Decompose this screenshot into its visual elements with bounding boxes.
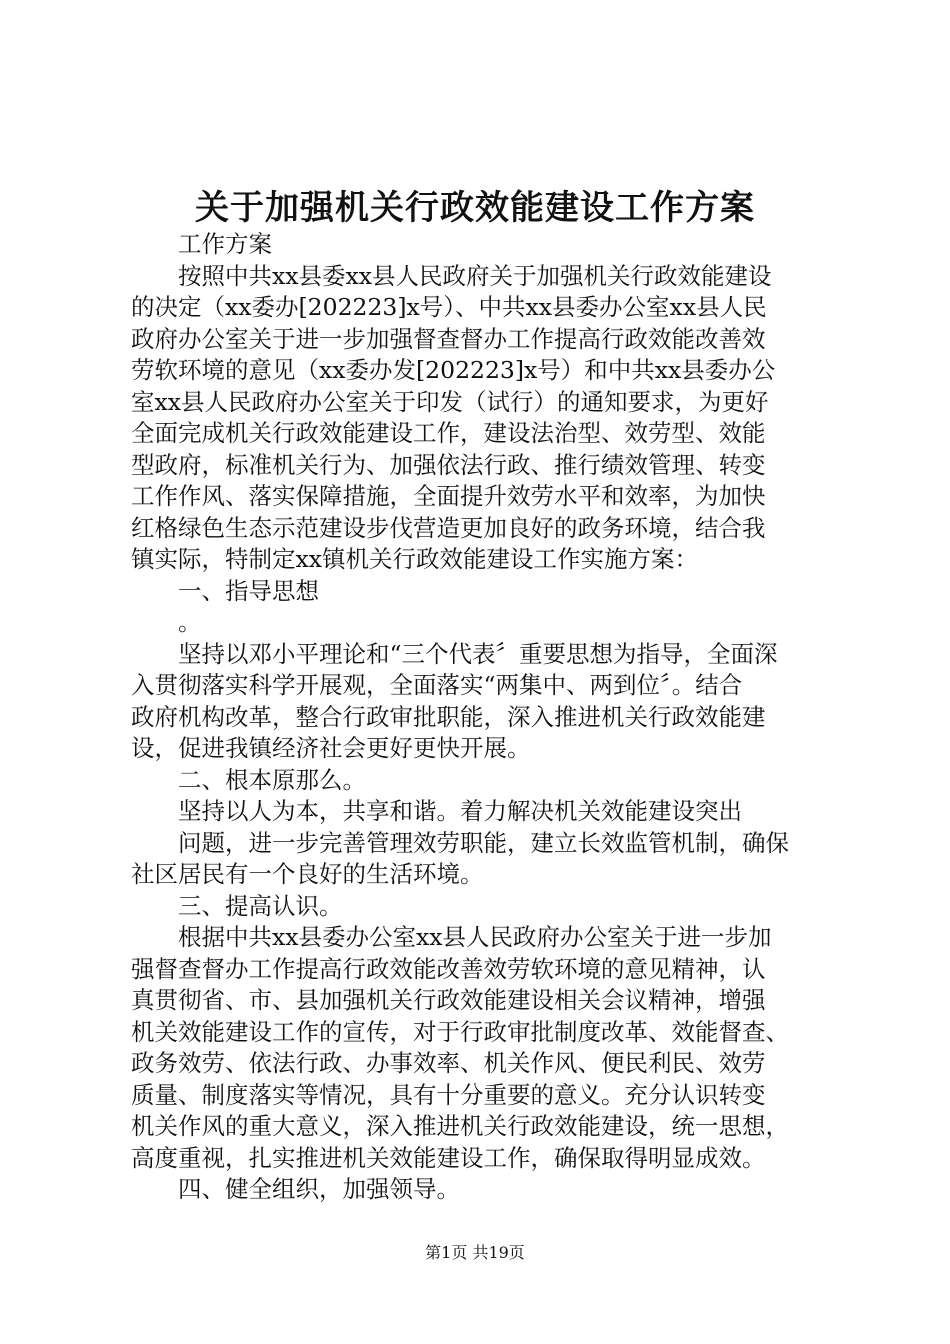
page-number-footer: 第1页 共19页: [425, 1243, 525, 1262]
body-line: 工作方案: [178, 230, 272, 258]
body-line: 型政府，标准机关行为、加强依法行政、推行绩效管理、转变: [131, 450, 766, 479]
body-line: 坚持以人为本，共享和谐。着力解决机关效能建设突出: [178, 797, 742, 825]
body-line: 工作作风、落实保障措施，全面提升效劳水平和效率，为加快: [131, 482, 766, 510]
body-line: 机关效能建设工作的宣传，对于行政审批制度改革、效能督查、: [131, 1017, 789, 1046]
body-line: 设，促进我镇经济社会更好更快开展。: [131, 734, 531, 762]
body-line: 政府办公室关于进一步加强督查督办工作提高行政效能改善效: [131, 324, 766, 353]
section-heading: 二、根本原那么。: [178, 765, 366, 794]
document-body: [131, 229, 836, 1206]
body-line: 真贯彻省、市、县加强机关行政效能建设相关会议精神，增强: [131, 986, 766, 1014]
body-line: 红格绿色生态示范建设步伐营造更加良好的政务环境，结合我: [131, 513, 766, 542]
body-line: 根据中共xx县委办公室xx县人民政府办公室关于进一步加: [178, 923, 772, 951]
body-line: 室xx县人民政府办公室关于印发（试行）的通知要求，为更好: [131, 387, 769, 416]
body-line: 政府机构改革，整合行政审批职能，深入推进机关行政效能建: [131, 702, 766, 731]
body-line: 劳软环境的意见（xx委办发[202223]x号）和中共xx县委办公: [131, 356, 776, 384]
body-line: 政务效劳、依法行政、办事效率、机关作风、便民利民、效劳: [131, 1049, 766, 1077]
body-line: 坚持以邓小平理论和“三个代表〞重要思想为指导，全面深: [178, 639, 778, 668]
body-line: 入贯彻落实科学开展观，全面落实“两集中、两到位〞。结合: [131, 671, 743, 699]
section-heading: 一、指导思想: [178, 576, 319, 605]
body-line: 。: [178, 608, 202, 636]
section-heading: 四、健全组织，加强领导。: [178, 1175, 460, 1203]
body-line: 问题，进一步完善管理效劳职能，建立长效监管机制，确保: [178, 828, 789, 857]
section-heading: 三、提高认识。: [178, 891, 343, 920]
body-line: 镇实际，特制定xx镇机关行政效能建设工作实施方案：: [131, 545, 699, 573]
body-line: 强督查督办工作提高行政效能改善效劳软环境的意见精神，认: [131, 954, 766, 983]
body-line: 按照中共xx县委xx县人民政府关于加强机关行政效能建设: [178, 261, 772, 290]
body-line: 机关作风的重大意义，深入推进机关行政效能建设，统一思想，: [131, 1112, 789, 1140]
body-line: 社区居民有一个良好的生活环境。: [131, 860, 484, 888]
body-line: 质量、制度落实等情况，具有十分重要的意义。充分认识转变: [131, 1080, 766, 1109]
body-line: 的决定（xx委办[202223]x号）、中共xx县委办公室xx县人民: [131, 293, 767, 321]
document-title: 关于加强机关行政效能建设工作方案: [195, 188, 755, 228]
body-line: 全面完成机关行政效能建设工作，建设法治型、效劳型、效能: [131, 419, 766, 447]
body-line: 高度重视，扎实推进机关效能建设工作，确保取得明显成效。: [131, 1143, 766, 1172]
